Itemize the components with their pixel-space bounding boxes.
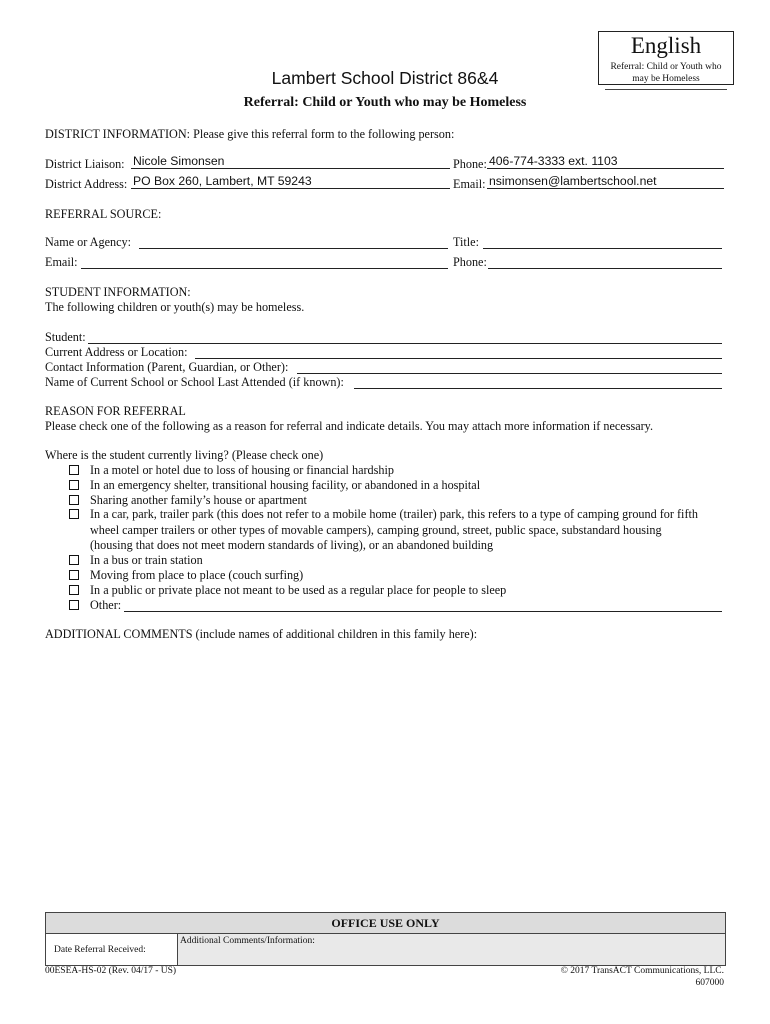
option-car-park-line3: (housing that does not meet modern standards of living), or an abandoned building — [90, 538, 494, 552]
title-label: Title: — [453, 235, 479, 249]
liaison-label: District Liaison: — [45, 157, 125, 171]
title-field[interactable] — [483, 235, 722, 249]
reason-heading: REASON FOR REFERRAL — [45, 404, 186, 418]
student-info-subheading: The following children or youth(s) may be homeless. — [45, 300, 305, 314]
form-title: Referral: Child or Youth who may be Homeless — [243, 95, 527, 110]
phone-label: Phone: — [453, 157, 487, 171]
language-subtitle-2: may be Homeless — [632, 74, 700, 84]
option-car-park-line2: wheel camper trailers or other types of movable campers), camping ground, street, public space, substandard housing — [90, 523, 662, 537]
option-motel: In a motel or hotel due to loss of housing or financial hardship — [90, 463, 394, 477]
option-couch-surfing: Moving from place to place (couch surfing) — [90, 568, 304, 582]
option-public-place: In a public or private place not meant to be used as a regular place for people to sleep — [90, 583, 507, 597]
other-field[interactable] — [124, 598, 722, 612]
school-field[interactable] — [354, 375, 722, 389]
name-agency-field[interactable] — [139, 235, 448, 249]
checkbox-couch-surfing[interactable] — [69, 570, 79, 580]
referral-source-heading: REFERRAL SOURCE: — [45, 207, 162, 221]
checkbox-bus-station[interactable] — [69, 555, 79, 565]
office-comments-label: Additional Comments/Information: — [180, 936, 315, 946]
copyright: © 2017 TransACT Communications, LLC. — [560, 966, 724, 976]
language-divider — [605, 89, 727, 90]
district-info-heading: DISTRICT INFORMATION: Please give this referral form to the following person: — [45, 127, 455, 141]
checkbox-shelter[interactable] — [69, 480, 79, 490]
checkbox-sharing[interactable] — [69, 495, 79, 505]
office-use-box — [45, 912, 726, 966]
checkbox-other[interactable] — [69, 600, 79, 610]
option-car-park: In a car, park, trailer park (this does not refer to a mobile home (trailer) park, this refers to a type of camping ground for fifth — [90, 507, 698, 521]
language-subtitle-1: Referral: Child or Youth who — [610, 62, 722, 72]
comments-heading: ADDITIONAL COMMENTS (include names of additional children in this family here): — [45, 627, 478, 641]
date-received-label: Date Referral Received: — [54, 945, 146, 955]
office-comments-cell[interactable] — [178, 934, 725, 965]
checkbox-motel[interactable] — [69, 465, 79, 475]
district-name: Lambert School District 86&4 — [271, 68, 499, 88]
option-bus-station: In a bus or train station — [90, 553, 203, 567]
comments-area[interactable] — [45, 646, 724, 896]
referral-email-label: Email: — [45, 255, 78, 269]
student-label: Student: — [45, 330, 86, 344]
phone-field[interactable]: 406-774-3333 ext. 1103 — [487, 155, 724, 169]
option-other: Other: — [90, 598, 122, 612]
office-use-header: OFFICE USE ONLY — [46, 913, 725, 934]
option-shelter: In an emergency shelter, transitional housing facility, or abandoned in a hospital — [90, 478, 481, 492]
date-received-cell[interactable] — [46, 934, 176, 965]
reason-instructions: Please check one of the following as a reason for referral and indicate details. You may attach more information if necessary. — [45, 419, 654, 433]
contact-info-field[interactable] — [297, 360, 722, 374]
school-label: Name of Current School or School Last Attended (if known): — [45, 375, 344, 389]
referral-phone-field[interactable] — [488, 255, 722, 269]
living-question: Where is the student currently living? (Please check one) — [45, 448, 324, 462]
contact-info-label: Contact Information (Parent, Guardian, or Other): — [45, 360, 289, 374]
current-address-field[interactable] — [195, 345, 722, 359]
form-number: 607000 — [695, 978, 724, 988]
name-agency-label: Name or Agency: — [45, 235, 131, 249]
referral-phone-label: Phone: — [453, 255, 487, 269]
address-field[interactable]: PO Box 260, Lambert, MT 59243 — [131, 175, 450, 189]
email-label: Email: — [453, 177, 486, 191]
checkbox-car-park[interactable] — [69, 509, 79, 519]
address-label: District Address: — [45, 177, 128, 191]
liaison-field[interactable]: Nicole Simonsen — [131, 155, 450, 169]
referral-email-field[interactable] — [81, 255, 448, 269]
student-info-heading: STUDENT INFORMATION: — [45, 285, 191, 299]
student-field[interactable] — [88, 330, 722, 344]
email-field[interactable]: nsimonsen@lambertschool.net — [487, 175, 724, 189]
option-sharing: Sharing another family’s house or apartment — [90, 493, 307, 507]
checkbox-public-place[interactable] — [69, 585, 79, 595]
form-code: 00ESEA-HS-02 (Rev. 04/17 - US) — [45, 966, 177, 976]
language-label: English — [630, 33, 702, 58]
current-address-label: Current Address or Location: — [45, 345, 188, 359]
